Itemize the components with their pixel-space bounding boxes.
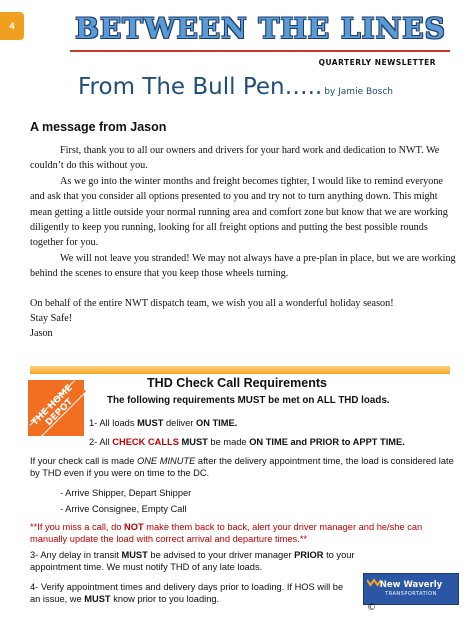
warning-not: NOT	[124, 522, 144, 532]
newsletter-title: BETWEEN THE LINES	[75, 12, 446, 45]
letter-closing: On behalf of the entire NWT dispatch team, we wish you all a wonderful holiday season!	[30, 297, 394, 309]
copyright-mark: ©	[367, 603, 376, 613]
thd-item-2	[89, 436, 405, 448]
item1-text: 1- All loads	[89, 418, 138, 428]
item2-mid: be made	[207, 437, 250, 447]
message-heading: A message from Jason	[30, 120, 167, 134]
column-title: From The Bull Pen…..	[78, 74, 323, 100]
warning-a: **If you miss a call, do	[30, 522, 125, 532]
company-name: New Waverly	[379, 580, 443, 590]
thd-warning	[30, 521, 455, 545]
column-byline: by Jamie Bosch	[324, 87, 393, 97]
letter-paragraph: We will not leave you stranded! We may not always have a pre-plan in place, but we are working behind the scenes to ensure that you keep those wheels turning.	[30, 252, 456, 280]
company-tagline: TRANSPORTATION	[385, 591, 437, 597]
masthead-rule	[70, 50, 450, 52]
letter-paragraph: As we go into the winter months and freight becomes tighter, I would like to remind everyone and ask that you consider all options presented to you and try not to turn anything down. This might mean getting a little outside your normal running area and comfort zone but know that we are working diligently to keep you running, looking for all freight options and putting the best possible rounds together for you.	[30, 175, 448, 249]
newsletter-subtitle: QUARTERLY NEWSLETTER	[318, 58, 436, 67]
letter-signoff: Stay Safe!	[30, 313, 73, 325]
late-pre: If your check call is made	[30, 456, 137, 466]
item2-end: ON TIME and PRIOR to APPT TIME.	[249, 437, 405, 447]
item3-pre: 3- Any delay in transit	[30, 550, 122, 560]
item2-must: MUST	[178, 437, 208, 447]
late-italic: ONE MINUTE	[136, 456, 196, 466]
thd-late-rule	[30, 455, 455, 479]
item3-post: to your appointment time. We must notify THD of any late loads.	[30, 550, 355, 572]
letter-body	[30, 143, 460, 342]
late-post: after the delivery appointment time, the load is considered late by THD even if you were on time to the DC.	[30, 456, 454, 478]
column-heading	[78, 74, 393, 100]
item3-prior: PRIOR	[294, 550, 324, 560]
item4-post: know prior to you loading.	[110, 594, 220, 604]
letter-paragraph: First, thank you to all our owners and drivers for your hard work and dedication to NWT. We couldn’t do this without you.	[30, 145, 440, 172]
thd-item-4	[30, 581, 356, 605]
item2-text: 2- All	[89, 437, 113, 447]
item4-must: MUST	[84, 594, 111, 604]
section-divider	[30, 366, 450, 374]
item1-must: MUST	[137, 418, 164, 428]
item2-check-calls: CHECK CALLS	[112, 437, 179, 447]
item4-pre: 4- Verify appointment times and delivery days prior to loading. If HOS will be an issue, we	[30, 582, 344, 604]
thd-item-1	[89, 417, 237, 429]
page-number: 4	[0, 12, 24, 40]
new-waverly-logo	[363, 573, 459, 605]
thd-intro: The following requirements MUST be met on ALL THD loads.	[107, 395, 390, 406]
home-depot-logo-text: THE HOME DEPOT	[30, 383, 76, 429]
thd-item-3	[30, 549, 366, 573]
letter-signature: Jason	[30, 328, 53, 340]
item1-mid: deliver	[163, 418, 196, 428]
call-item-consignee: - Arrive Consignee, Empty Call	[60, 504, 187, 514]
thd-title: THD Check Call Requirements	[147, 376, 327, 390]
warning-b: make them back to back, alert your driver manager and he/she can manually update the load with correct arrival and departure times.**	[30, 522, 423, 544]
item1-end: ON TIME.	[195, 418, 238, 428]
item3-must: MUST	[121, 550, 148, 560]
item3-mid: be advised to your driver manager	[147, 550, 295, 560]
call-item-shipper: - Arrive Shipper, Depart Shipper	[60, 488, 192, 498]
